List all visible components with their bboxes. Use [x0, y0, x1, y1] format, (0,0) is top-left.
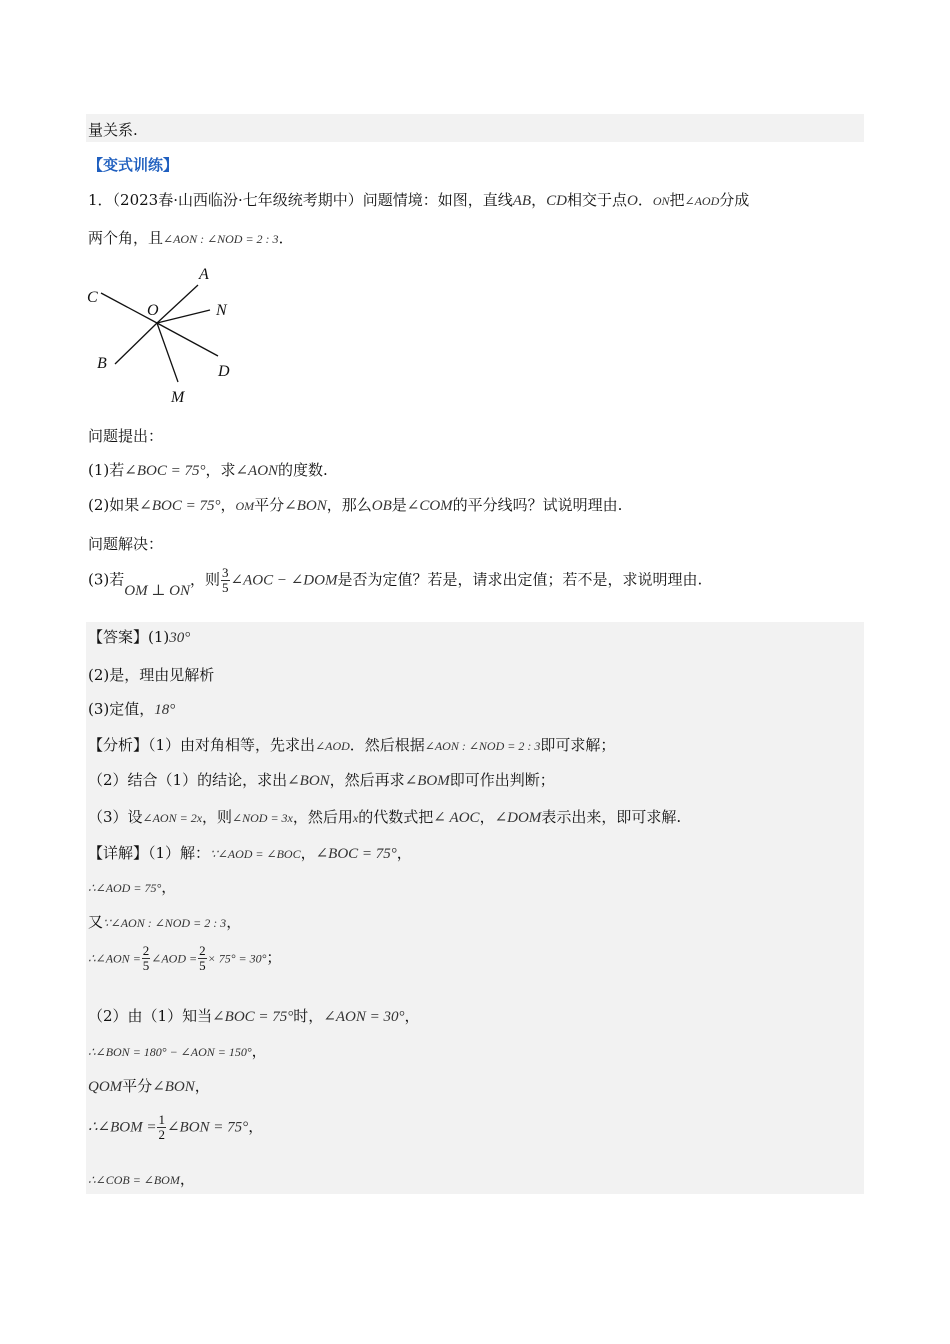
analysis-line-3: （3）设∠AON = 2x，则∠NOD = 3x，然后用x的代数式把∠ AOC，∠DOM表示出来，即可求解. [88, 808, 682, 826]
detail-line-9: ∴∠COB = ∠BOM， [88, 1170, 195, 1188]
analysis-line-2: （2）结合（1）的结论，求出∠BON，然后再求∠BOM即可作出判断； [88, 771, 555, 789]
answer-block [86, 622, 864, 1194]
problem-line-2: 两个角，且∠AON : ∠NOD = 2 : 3． [88, 229, 294, 247]
ray-OA [157, 285, 198, 323]
detail-line-7: QOM平分∠BON， [88, 1077, 210, 1095]
ray-OB [115, 323, 157, 364]
problem-line-1: 1．（2023春·山西临汾·七年级统考期中）问题情境：如图，直线AB，CD相交于点O．ON把∠AOD分成 [88, 191, 750, 209]
detail-line-2: ∴∠AOD = 75°， [88, 878, 177, 896]
q3-fraction: $\frac{3}{5}$ [222, 565, 229, 595]
detail-line-4: ∴∠AON = $\frac{2}{5}$ ∠AOD = $\frac{2}{5}$ × 75° = 30°； [88, 943, 282, 973]
detail-line-6: ∴∠BON = 180° − ∠AON = 150°， [88, 1042, 267, 1060]
ray-OD [157, 323, 218, 356]
fraction-2-5-b: $\frac{2}{5}$ [199, 943, 206, 973]
top-gray-band [86, 114, 864, 142]
detail-line-3: 又∵∠AON : ∠NOD = 2 : 3， [88, 913, 242, 931]
label-N: N [216, 302, 227, 319]
answer-line-3: (3)定值，18° [88, 700, 176, 718]
geometry-figure [80, 260, 260, 410]
solve-title: 问题解决： [88, 535, 164, 553]
label-O: O [147, 302, 159, 319]
question-1: (1)若∠BOC = 75°，求∠AON的度数. [88, 461, 328, 479]
fraction-2-5-a: $\frac{2}{5}$ [142, 943, 150, 973]
label-D: D [218, 363, 230, 380]
top-tail-text: 量关系. [88, 121, 138, 139]
fraction-1-2: $\frac{1}{2}$ [158, 1112, 165, 1142]
ray-OM [157, 323, 178, 382]
raise-title: 问题提出： [88, 427, 164, 445]
label-A: A [199, 266, 209, 283]
question-2: (2)如果∠BOC = 75°，OM平分∠BON，那么OB是∠COM的平分线吗？试说明理由. [88, 496, 623, 514]
answer-line-2: (2)是，理由见解析 [88, 666, 215, 684]
section-heading: 【变式训练】 [88, 156, 179, 174]
answer-line-1: 【答案】(1)30° [88, 628, 191, 646]
label-M: M [171, 389, 185, 406]
detail-line-8: ∴∠BOM = $\frac{1}{2}$ ∠BON = 75°， [88, 1112, 264, 1142]
label-C: C [87, 289, 98, 306]
detail-line-1: 【详解】（1）解：∵∠AOD = ∠BOC，∠BOC = 75°， [88, 844, 412, 862]
analysis-line-1: 【分析】（1）由对角相等，先求出∠AOD．然后根据∠AON : ∠NOD = 2 : 3即可求解； [88, 736, 616, 754]
label-B: B [97, 355, 107, 372]
detail-line-5: （2）由（1）知当∠BOC = 75°时，∠AON = 30°， [88, 1007, 420, 1025]
question-3: (3)若OM ⊥ ON，则 $\frac{3}{5}$ ∠AOC − ∠DOM是否为定值？若是，请求出定值；若不是，求说明理由. [88, 565, 703, 599]
